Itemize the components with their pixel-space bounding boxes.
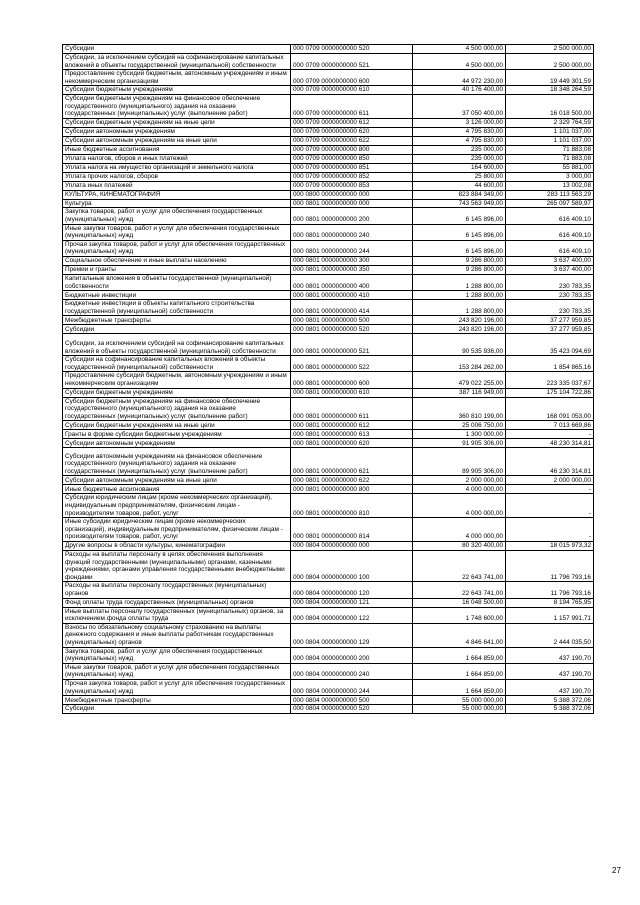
cell-executed-amount: 2 000 000,00 (506, 476, 594, 485)
cell-planned-amount: 1 748 600,00 (413, 607, 506, 623)
cell-name: Субсидии бюджетным учреждениям (63, 86, 291, 95)
cell-name: Уплата налогов, сборов и иных платежей (63, 154, 291, 163)
cell-name: Закупка товаров, работ и услуг для обеспечения государственных (муниципальных) нужд (63, 647, 291, 663)
table-row (63, 647, 594, 663)
cell-executed-amount: 35 423 094,69 (506, 334, 594, 356)
table-row (63, 291, 594, 300)
cell-planned-amount: 4 795 830,00 (413, 127, 506, 136)
cell-code: 000 0801 0000000000 522 (291, 356, 413, 372)
cell-executed-amount: 168 091 053,00 (506, 397, 594, 421)
cell-code: 000 0804 0000000000 100 (291, 551, 413, 582)
table-row (63, 172, 594, 181)
cell-code: 000 0804 0000000000 122 (291, 607, 413, 623)
cell-executed-amount: 46 230 314,81 (506, 448, 594, 476)
cell-executed-amount: 437 190,70 (506, 679, 594, 695)
cell-planned-amount: 25 006 750,00 (413, 421, 506, 430)
cell-executed-amount: 3 637 400,00 (506, 265, 594, 274)
cell-executed-amount: 48 230 314,81 (506, 439, 594, 448)
cell-planned-amount: 1 664 859,00 (413, 647, 506, 663)
cell-name: Субсидии (63, 705, 291, 714)
table-row (63, 476, 594, 485)
table-row (63, 696, 594, 705)
cell-code: 000 0801 0000000000 520 (291, 325, 413, 334)
cell-code: 000 0709 0000000000 521 (291, 54, 413, 70)
cell-name: Предоставление субсидий бюджетным, автономным учреждениям и иным некоммерческим организациям (63, 372, 291, 388)
cell-code: 000 0709 0000000000 600 (291, 70, 413, 86)
table-row (63, 397, 594, 421)
cell-planned-amount: 89 905 306,00 (413, 448, 506, 476)
cell-name: Закупка товаров, работ и услуг для обеспечения государственных (муниципальных) нужд (63, 208, 291, 224)
cell-planned-amount: 91 905 306,00 (413, 439, 506, 448)
cell-planned-amount: 1 300 000,00 (413, 430, 506, 439)
table-row (63, 582, 594, 598)
cell-planned-amount: 44 600,00 (413, 181, 506, 190)
table-row (63, 316, 594, 325)
cell-code: 000 0801 0000000000 611 (291, 397, 413, 421)
cell-code: 000 0709 0000000000 612 (291, 118, 413, 127)
cell-name: Субсидии юридическим лицам (кроме некоммерческих организаций), индивидуальным предпринимателям, физическим лицам - производителям товаров, работ, услуг (63, 494, 291, 518)
cell-code: 000 0801 0000000000 800 (291, 485, 413, 494)
table-row (63, 421, 594, 430)
cell-planned-amount: 4 500 000,00 (413, 45, 506, 54)
table-row (63, 224, 594, 240)
cell-code: 000 0801 0000000000 613 (291, 430, 413, 439)
cell-executed-amount: 2 500 000,00 (506, 54, 594, 70)
table-row (63, 542, 594, 551)
table-row (63, 265, 594, 274)
cell-code: 000 0709 0000000000 850 (291, 154, 413, 163)
cell-name: Субсидии, за исключением субсидий на софинансирование капитальных вложений в объекты государственной (муниципальной) собственности (63, 334, 291, 356)
table-row (63, 372, 594, 388)
cell-planned-amount: 6 145 896,00 (413, 240, 506, 256)
cell-name: Другие вопросы в области культуры, кинематографии (63, 542, 291, 551)
cell-executed-amount: 71 883,08 (506, 145, 594, 154)
cell-executed-amount: 11 796 793,16 (506, 551, 594, 582)
table-row (63, 334, 594, 356)
cell-planned-amount: 37 050 400,00 (413, 94, 506, 118)
cell-code: 000 0801 0000000000 600 (291, 372, 413, 388)
cell-code: 000 0709 0000000000 852 (291, 172, 413, 181)
table-row (63, 274, 594, 290)
cell-planned-amount: 4 795 830,00 (413, 136, 506, 145)
cell-code: 000 0801 0000000000 200 (291, 208, 413, 224)
cell-name: Субсидии на софинансирование капитальных вложений в объекты государственной (муниципальной) собственности (63, 356, 291, 372)
cell-name: Бюджетные инвестиции в объекты капитального строительства государственной (муниципальной) собственности (63, 300, 291, 316)
table-row (63, 154, 594, 163)
cell-planned-amount: 1 288 800,00 (413, 274, 506, 290)
cell-code: 000 0804 0000000000 500 (291, 696, 413, 705)
cell-name: Субсидии автономным учреждениям на иные цели (63, 136, 291, 145)
table-row (63, 607, 594, 623)
cell-name: Капитальные вложения в объекты государственной (муниципальной) собственности (63, 274, 291, 290)
table-body (63, 45, 594, 714)
cell-planned-amount: 1 288 800,00 (413, 291, 506, 300)
table-row (63, 551, 594, 582)
table-row (63, 208, 594, 224)
table-row (63, 118, 594, 127)
cell-name: Субсидии бюджетным учреждениям на финансовое обеспечение государственного (муниципального) задания на оказание государственных (муниципальных) услуг (выполнение работ) (63, 397, 291, 421)
cell-code: 000 0800 0000000000 000 (291, 190, 413, 199)
cell-planned-amount: 164 600,00 (413, 163, 506, 172)
cell-name: Субсидии бюджетным учреждениям на финансовое обеспечение государственного (муниципального) задания на оказание государственных (муниципальных) услуг (выполнение работ) (63, 94, 291, 118)
cell-executed-amount: 18 015 973,32 (506, 542, 594, 551)
cell-name: Фонд оплаты труда государственных (муниципальных) органов (63, 598, 291, 607)
cell-executed-amount: 1 157 991,71 (506, 607, 594, 623)
cell-executed-amount: - (506, 518, 594, 542)
table-row (63, 181, 594, 190)
cell-code: 000 0804 0000000000 000 (291, 542, 413, 551)
cell-planned-amount: 22 643 741,00 (413, 582, 506, 598)
cell-name: Иные закупки товаров, работ и услуг для обеспечения государственных (муниципальных) нужд (63, 224, 291, 240)
cell-code: 000 0801 0000000000 521 (291, 334, 413, 356)
cell-executed-amount: 37 277 959,85 (506, 325, 594, 334)
cell-planned-amount: 55 000 000,00 (413, 696, 506, 705)
cell-executed-amount: - (506, 494, 594, 518)
cell-planned-amount: 44 972 230,00 (413, 70, 506, 86)
cell-planned-amount: 2 000 000,00 (413, 476, 506, 485)
cell-name: Субсидии автономным учреждениям на финансовое обеспечение государственного (муниципального) задания на оказание государственных (муниципальных) услуг (выполнение работ) (63, 448, 291, 476)
cell-executed-amount: 71 883,08 (506, 154, 594, 163)
cell-planned-amount: 235 000,00 (413, 145, 506, 154)
cell-code: 000 0804 0000000000 244 (291, 679, 413, 695)
cell-name: Иные субсидии юридическим лицам (кроме некоммерческих организаций), индивидуальным предпринимателям, физическим лицам - производителям товаров, работ, услуг (63, 518, 291, 542)
cell-executed-amount: 437 190,70 (506, 663, 594, 679)
table-row (63, 163, 594, 172)
cell-executed-amount: 55 881,00 (506, 163, 594, 172)
cell-planned-amount: 243 820 196,00 (413, 316, 506, 325)
cell-name: Субсидии бюджетным учреждениям на иные цели (63, 118, 291, 127)
cell-code: 000 0804 0000000000 200 (291, 647, 413, 663)
table-row (63, 485, 594, 494)
cell-planned-amount: 360 810 199,00 (413, 397, 506, 421)
cell-executed-amount: 616 409,10 (506, 224, 594, 240)
table-row (63, 199, 594, 208)
cell-executed-amount: 2 329 764,59 (506, 118, 594, 127)
cell-executed-amount: 18 348 264,59 (506, 86, 594, 95)
table-row (63, 127, 594, 136)
cell-code: 000 0801 0000000000 612 (291, 421, 413, 430)
cell-executed-amount: 2 444 035,50 (506, 623, 594, 647)
cell-code: 000 0804 0000000000 121 (291, 598, 413, 607)
cell-executed-amount: 2 500 000,00 (506, 45, 594, 54)
cell-name: КУЛЬТУРА, КИНЕМАТОГРАФИЯ (63, 190, 291, 199)
cell-name: Прочая закупка товаров, работ и услуг для обеспечения государственных (муниципальных) нужд (63, 240, 291, 256)
cell-code: 000 0801 0000000000 300 (291, 256, 413, 265)
cell-planned-amount: 4 000 000,00 (413, 485, 506, 494)
cell-code: 000 0801 0000000000 500 (291, 316, 413, 325)
cell-planned-amount: 25 800,00 (413, 172, 506, 181)
budget-execution-table (62, 44, 594, 714)
cell-name: Прочая закупка товаров, работ и услуг для обеспечения государственных (муниципальных) нужд (63, 679, 291, 695)
cell-code: 000 0801 0000000000 410 (291, 291, 413, 300)
cell-executed-amount: 3 000,00 (506, 172, 594, 181)
cell-name: Гранты в форме субсидии бюджетным учреждениям (63, 430, 291, 439)
table-row (63, 388, 594, 397)
cell-planned-amount: 1 664 859,00 (413, 679, 506, 695)
cell-code: 000 0709 0000000000 853 (291, 181, 413, 190)
cell-planned-amount: 55 000 000,00 (413, 705, 506, 714)
cell-executed-amount: 1 101 037,00 (506, 127, 594, 136)
cell-executed-amount: 8 194 765,95 (506, 598, 594, 607)
cell-name: Субсидии, за исключением субсидий на софинансирование капитальных вложений в объекты государственной (муниципальной) собственности (63, 54, 291, 70)
cell-code: 000 0801 0000000000 244 (291, 240, 413, 256)
cell-name: Уплата налога на имущество организаций и земельного налога (63, 163, 291, 172)
cell-name: Субсидии (63, 45, 291, 54)
cell-name: Иные бюджетные ассигнования (63, 145, 291, 154)
cell-name: Субсидии бюджетным учреждениям на иные цели (63, 421, 291, 430)
cell-planned-amount: 6 145 896,00 (413, 224, 506, 240)
cell-planned-amount: 4 000 000,00 (413, 518, 506, 542)
cell-executed-amount: 223 335 037,67 (506, 372, 594, 388)
cell-executed-amount: 230 783,35 (506, 300, 594, 316)
cell-name: Культура (63, 199, 291, 208)
cell-code: 000 0801 0000000000 240 (291, 224, 413, 240)
cell-name: Иные закупки товаров, работ и услуг для обеспечения государственных (муниципальных) нужд (63, 663, 291, 679)
cell-code: 000 0801 0000000000 414 (291, 300, 413, 316)
cell-name: Расходы на выплаты персоналу в целях обеспечения выполнения функций государственными (муниципальными) органами, казенными учреждениями, органами управления государственными внебюджетными фондами (63, 551, 291, 582)
cell-name: Субсидии автономным учреждениям (63, 439, 291, 448)
cell-name: Субсидии автономным учреждениям на иные цели (63, 476, 291, 485)
cell-code: 000 0709 0000000000 800 (291, 145, 413, 154)
cell-name: Предоставление субсидий бюджетным, автономным учреждениям и иным некоммерческим организациям (63, 70, 291, 86)
cell-planned-amount: 6 145 896,00 (413, 208, 506, 224)
table-row (63, 94, 594, 118)
table-row (63, 45, 594, 54)
cell-planned-amount: 4 846 641,00 (413, 623, 506, 647)
cell-code: 000 0801 0000000000 350 (291, 265, 413, 274)
table-row (63, 448, 594, 476)
cell-code: 000 0804 0000000000 129 (291, 623, 413, 647)
cell-executed-amount: 19 449 301,59 (506, 70, 594, 86)
cell-planned-amount: 1 288 800,00 (413, 300, 506, 316)
cell-name: Бюджетные инвестиции (63, 291, 291, 300)
cell-executed-amount: - (506, 430, 594, 439)
cell-planned-amount: 243 820 196,00 (413, 325, 506, 334)
table-row (63, 705, 594, 714)
cell-planned-amount: 235 000,00 (413, 154, 506, 163)
cell-name: Субсидии автономным учреждениям (63, 127, 291, 136)
cell-code: 000 0801 0000000000 622 (291, 476, 413, 485)
cell-name: Взносы по обязательному социальному страхованию на выплаты денежного содержания и иные выплаты работникам государственных (муниципальных) органов (63, 623, 291, 647)
cell-planned-amount: 80 320 400,00 (413, 542, 506, 551)
table-row (63, 439, 594, 448)
cell-code: 000 0801 0000000000 621 (291, 448, 413, 476)
cell-name: Иные бюджетные ассигнования (63, 485, 291, 494)
cell-name: Иные выплаты персоналу государственных (муниципальных) органов, за исключением фонда оплаты труда (63, 607, 291, 623)
cell-executed-amount: 5 388 372,06 (506, 705, 594, 714)
cell-name: Межбюджетные трансферты (63, 696, 291, 705)
table-row (63, 518, 594, 542)
cell-planned-amount: 90 535 936,00 (413, 334, 506, 356)
cell-executed-amount: 5 388 372,06 (506, 696, 594, 705)
cell-code: 000 0709 0000000000 520 (291, 45, 413, 54)
cell-code: 000 0709 0000000000 851 (291, 163, 413, 172)
table-row (63, 145, 594, 154)
table-row (63, 54, 594, 70)
cell-executed-amount: 230 783,35 (506, 291, 594, 300)
cell-code: 000 0801 0000000000 810 (291, 494, 413, 518)
table-row (63, 256, 594, 265)
cell-planned-amount: 9 286 800,00 (413, 265, 506, 274)
cell-code: 000 0709 0000000000 622 (291, 136, 413, 145)
cell-executed-amount: 230 783,35 (506, 274, 594, 290)
table-row (63, 300, 594, 316)
cell-planned-amount: 3 126 000,00 (413, 118, 506, 127)
cell-code: 000 0801 0000000000 400 (291, 274, 413, 290)
cell-executed-amount: 1 854 865,16 (506, 356, 594, 372)
cell-executed-amount: 616 409,10 (506, 208, 594, 224)
table-row (63, 325, 594, 334)
cell-name: Межбюджетные трансферты (63, 316, 291, 325)
cell-planned-amount: 4 000 000,00 (413, 494, 506, 518)
cell-code: 000 0709 0000000000 620 (291, 127, 413, 136)
cell-name: Расходы на выплаты персоналу государственных (муниципальных) органов (63, 582, 291, 598)
cell-planned-amount: 1 664 859,00 (413, 663, 506, 679)
cell-planned-amount: 823 884 349,00 (413, 190, 506, 199)
table-row (63, 679, 594, 695)
cell-code: 000 0709 0000000000 610 (291, 86, 413, 95)
table-row (63, 190, 594, 199)
cell-executed-amount: 37 277 959,85 (506, 316, 594, 325)
table-row (63, 240, 594, 256)
table-row (63, 86, 594, 95)
cell-name: Уплата иных платежей (63, 181, 291, 190)
cell-code: 000 0804 0000000000 240 (291, 663, 413, 679)
cell-code: 000 0801 0000000000 610 (291, 388, 413, 397)
cell-planned-amount: 743 563 949,00 (413, 199, 506, 208)
cell-code: 000 0804 0000000000 520 (291, 705, 413, 714)
table-row (63, 494, 594, 518)
cell-executed-amount: 1 101 037,00 (506, 136, 594, 145)
cell-executed-amount: 7 013 669,86 (506, 421, 594, 430)
cell-code: 000 0801 0000000000 814 (291, 518, 413, 542)
cell-executed-amount: 3 637 400,00 (506, 256, 594, 265)
table-row (63, 136, 594, 145)
cell-name: Субсидии бюджетным учреждениям (63, 388, 291, 397)
cell-executed-amount: 11 796 793,16 (506, 582, 594, 598)
cell-code: 000 0801 0000000000 620 (291, 439, 413, 448)
cell-planned-amount: 9 286 800,00 (413, 256, 506, 265)
cell-executed-amount: 283 113 563,29 (506, 190, 594, 199)
cell-name: Субсидии (63, 325, 291, 334)
cell-planned-amount: 16 048 500,00 (413, 598, 506, 607)
cell-code: 000 0804 0000000000 120 (291, 582, 413, 598)
cell-name: Уплата прочих налогов, сборов (63, 172, 291, 181)
cell-planned-amount: 4 500 000,00 (413, 54, 506, 70)
cell-planned-amount: 387 116 949,00 (413, 388, 506, 397)
cell-planned-amount: 22 643 741,00 (413, 551, 506, 582)
cell-name: Социальное обеспечение и иные выплаты населению (63, 256, 291, 265)
table-row (63, 663, 594, 679)
cell-name: Премии и гранты (63, 265, 291, 274)
table-row (63, 430, 594, 439)
table-row (63, 70, 594, 86)
table-row (63, 356, 594, 372)
cell-executed-amount: 175 104 722,86 (506, 388, 594, 397)
table-row (63, 598, 594, 607)
cell-code: 000 0709 0000000000 611 (291, 94, 413, 118)
cell-executed-amount: 13 002,08 (506, 181, 594, 190)
cell-executed-amount: 616 409,10 (506, 240, 594, 256)
cell-executed-amount: 16 018 500,00 (506, 94, 594, 118)
cell-executed-amount: - (506, 485, 594, 494)
cell-code: 000 0801 0000000000 000 (291, 199, 413, 208)
cell-planned-amount: 40 176 400,00 (413, 86, 506, 95)
cell-planned-amount: 479 022 255,00 (413, 372, 506, 388)
table-row (63, 623, 594, 647)
page-number: 27 (612, 866, 621, 875)
cell-executed-amount: 437 190,70 (506, 647, 594, 663)
cell-planned-amount: 153 284 262,00 (413, 356, 506, 372)
cell-executed-amount: 265 097 589,97 (506, 199, 594, 208)
